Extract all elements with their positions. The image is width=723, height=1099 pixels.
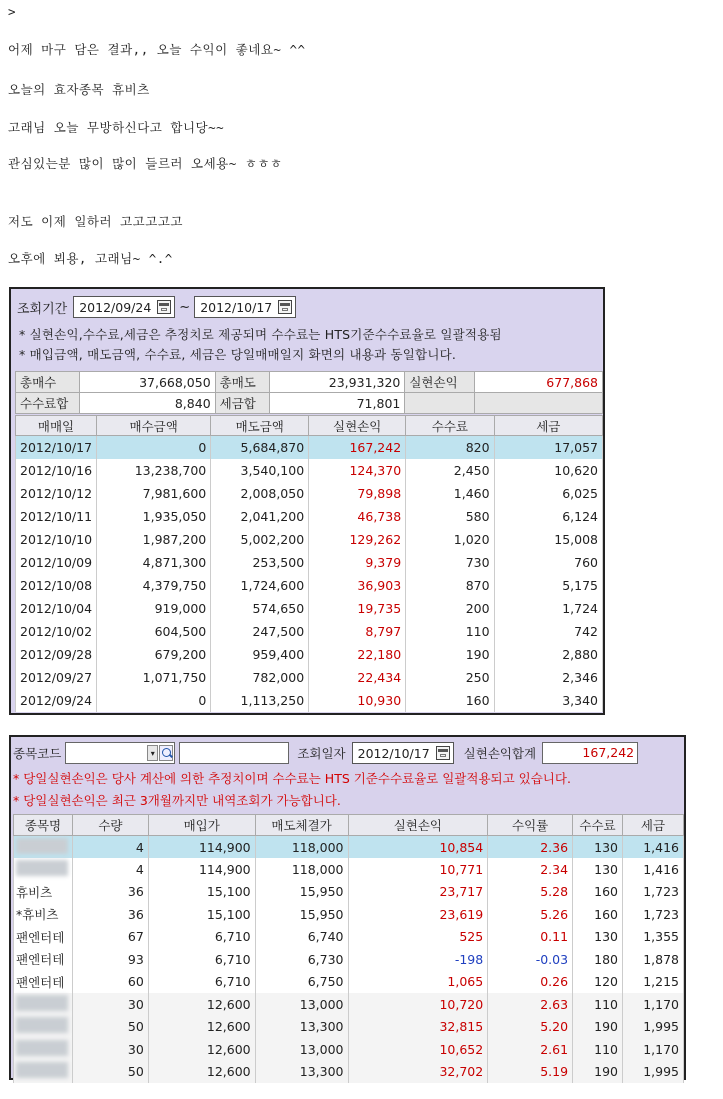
- table-cell: 13,300: [255, 1016, 348, 1039]
- table-cell: 1,065: [348, 971, 488, 994]
- redacted-stock-name: [16, 1017, 68, 1033]
- table-cell: 13,000: [255, 1038, 348, 1061]
- panel-note: * 매입금액, 매도금액, 수수료, 세금은 당일매매일지 화면의 내용과 동일합니다.: [19, 347, 457, 362]
- query-date-label: 조회일자: [297, 746, 346, 761]
- table-cell: 15,950: [255, 903, 348, 926]
- table-cell: 2012/10/10: [16, 528, 97, 551]
- panel-warning-note: * 당일실현손익은 당사 계산에 의한 추정치이며 수수료는 HTS 기준수수료율로 일괄적용되고 있습니다.: [13, 771, 571, 786]
- table-cell: 160: [573, 881, 623, 904]
- table-cell: 10,930: [309, 689, 406, 712]
- summary-empty: [405, 393, 475, 414]
- summary-label: 총매수: [16, 372, 80, 393]
- table-cell: 2,880: [494, 643, 602, 666]
- table-cell: 0: [97, 689, 211, 712]
- post-line: 고래님 오늘 무방하신다고 합니당~~: [8, 120, 225, 135]
- table-cell: 50: [73, 1016, 149, 1039]
- column-header[interactable]: 종목명: [14, 815, 73, 836]
- table-cell: 1,355: [623, 926, 684, 949]
- table-cell: 160: [406, 689, 494, 712]
- table-cell: 2012/10/11: [16, 505, 97, 528]
- redacted-stock-name: [16, 995, 68, 1011]
- total-pnl-label: 실현손익합계: [463, 746, 537, 761]
- summary-value: 8,840: [79, 393, 215, 414]
- date-to-value: 2012/10/17: [200, 299, 273, 315]
- stock-code-label: 종목코드: [13, 746, 62, 761]
- column-header[interactable]: 매입가: [148, 815, 255, 836]
- table-cell: 5,684,870: [211, 436, 309, 459]
- redacted-stock-name: [16, 860, 68, 876]
- table-cell: 2012/09/24: [16, 689, 97, 712]
- table-cell: 5.26: [488, 903, 573, 926]
- table-row[interactable]: [14, 993, 684, 1016]
- table-row[interactable]: [14, 836, 684, 859]
- column-header[interactable]: 수량: [73, 815, 149, 836]
- table-cell: 190: [406, 643, 494, 666]
- summary-value: 71,801: [269, 393, 405, 414]
- table-cell: 10,854: [348, 836, 488, 859]
- table-cell: [14, 1061, 73, 1084]
- table-cell: 7,981,600: [97, 482, 211, 505]
- table-cell: 6,710: [148, 948, 255, 971]
- table-cell: [14, 1038, 73, 1061]
- table-cell: 50: [73, 1061, 149, 1084]
- table-cell: 8,797: [309, 620, 406, 643]
- table-row[interactable]: [16, 551, 603, 574]
- table-cell: 13,238,700: [97, 459, 211, 482]
- column-header[interactable]: 수수료: [406, 416, 494, 436]
- table-cell: 247,500: [211, 620, 309, 643]
- table-cell: 3,540,100: [211, 459, 309, 482]
- table-cell: 0: [97, 436, 211, 459]
- table-cell: 782,000: [211, 666, 309, 689]
- table-row[interactable]: [14, 926, 684, 949]
- calendar-icon[interactable]: [157, 300, 171, 314]
- summary-label: 세금합: [215, 393, 269, 414]
- table-cell: 36,903: [309, 574, 406, 597]
- table-cell: 124,370: [309, 459, 406, 482]
- table-cell: 23,717: [348, 881, 488, 904]
- table-cell: [14, 836, 73, 859]
- table-cell: 팬엔터테: [14, 926, 73, 949]
- column-header[interactable]: 매도금액: [211, 416, 309, 436]
- column-header[interactable]: 매도체결가: [255, 815, 348, 836]
- table-row[interactable]: [14, 1061, 684, 1084]
- table-cell: 6,730: [255, 948, 348, 971]
- table-cell: 15,100: [148, 903, 255, 926]
- table-cell: 160: [573, 903, 623, 926]
- column-header[interactable]: 매수금액: [97, 416, 211, 436]
- daily-stock-pnl-panel: [9, 735, 686, 1080]
- summary-empty: [475, 393, 603, 414]
- table-cell: 4: [73, 858, 149, 881]
- table-cell: 2,008,050: [211, 482, 309, 505]
- table-cell: 1,987,200: [97, 528, 211, 551]
- table-row[interactable]: [14, 903, 684, 926]
- table-cell: 114,900: [148, 858, 255, 881]
- table-cell: 6,124: [494, 505, 602, 528]
- date-from-field[interactable]: [73, 296, 175, 318]
- table-cell: 79,898: [309, 482, 406, 505]
- table-cell: 9,379: [309, 551, 406, 574]
- table-cell: [14, 993, 73, 1016]
- table-cell: 46,738: [309, 505, 406, 528]
- table-cell: 130: [573, 836, 623, 859]
- table-cell: 2.61: [488, 1038, 573, 1061]
- redacted-stock-name: [16, 838, 68, 854]
- table-cell: 12,600: [148, 993, 255, 1016]
- table-row[interactable]: [14, 1016, 684, 1039]
- summary-value: 677,868: [475, 372, 603, 393]
- table-cell: [14, 858, 73, 881]
- table-cell: 959,400: [211, 643, 309, 666]
- table-cell: 120: [573, 971, 623, 994]
- table-row[interactable]: [16, 574, 603, 597]
- table-cell: 760: [494, 551, 602, 574]
- table-cell: 팬엔터테: [14, 971, 73, 994]
- table-cell: 1,113,250: [211, 689, 309, 712]
- table-cell: 110: [573, 1038, 623, 1061]
- table-cell: 870: [406, 574, 494, 597]
- table-cell: 110: [406, 620, 494, 643]
- table-cell: 2012/10/09: [16, 551, 97, 574]
- dropdown-arrow-icon[interactable]: ▾: [147, 745, 158, 761]
- table-cell: 15,950: [255, 881, 348, 904]
- column-header[interactable]: 세금: [623, 815, 684, 836]
- summary-value: 23,931,320: [269, 372, 405, 393]
- table-cell: 679,200: [97, 643, 211, 666]
- stock-code-combo[interactable]: [65, 742, 175, 764]
- table-header-row: [16, 416, 603, 436]
- table-cell: 12,600: [148, 1016, 255, 1039]
- table-cell: 2012/09/27: [16, 666, 97, 689]
- table-cell: 180: [573, 948, 623, 971]
- table-cell: 13,300: [255, 1061, 348, 1084]
- table-cell: 6,025: [494, 482, 602, 505]
- table-cell: 0.26: [488, 971, 573, 994]
- stock-name-field[interactable]: [179, 742, 289, 764]
- table-cell: 5,175: [494, 574, 602, 597]
- query-date-field[interactable]: [352, 742, 454, 764]
- post-line: 어제 마구 담은 결과,, 오늘 수익이 좋네요~ ^^: [8, 42, 306, 57]
- table-row[interactable]: [16, 620, 603, 643]
- table-cell: 114,900: [148, 836, 255, 859]
- table-cell: 2.63: [488, 993, 573, 1016]
- table-cell: 1,723: [623, 881, 684, 904]
- table-cell: 1,995: [623, 1061, 684, 1084]
- table-row[interactable]: [14, 971, 684, 994]
- table-cell: -0.03: [488, 948, 573, 971]
- table-cell: 5.28: [488, 881, 573, 904]
- panel-note: * 실현손익,수수료,세금은 추정치로 제공되며 수수료는 HTS기준수수료율로 일괄적용됨: [19, 327, 502, 342]
- table-cell: 4: [73, 836, 149, 859]
- table-row[interactable]: [16, 459, 603, 482]
- table-row[interactable]: [16, 597, 603, 620]
- table-cell: 5.19: [488, 1061, 573, 1084]
- table-cell: 525: [348, 926, 488, 949]
- tilde-separator: ~: [179, 299, 191, 315]
- table-cell: 17,057: [494, 436, 602, 459]
- table-row[interactable]: [14, 948, 684, 971]
- date-from-value: 2012/09/24: [79, 299, 152, 315]
- table-cell: 2012/10/12: [16, 482, 97, 505]
- summary-label: 총매도: [215, 372, 269, 393]
- table-cell: 190: [573, 1016, 623, 1039]
- table-cell: 742: [494, 620, 602, 643]
- table-cell: 67: [73, 926, 149, 949]
- table-row[interactable]: [16, 689, 603, 712]
- redacted-stock-name: [16, 1062, 68, 1078]
- table-cell: 2012/10/16: [16, 459, 97, 482]
- table-cell: 2012/10/02: [16, 620, 97, 643]
- table-row[interactable]: [16, 436, 603, 459]
- period-search-bar: [17, 295, 296, 319]
- table-cell: 200: [406, 597, 494, 620]
- stock-pnl-table: [13, 814, 684, 1083]
- table-cell: 1,170: [623, 1038, 684, 1061]
- table-cell: 130: [573, 926, 623, 949]
- table-cell: 1,723: [623, 903, 684, 926]
- table-cell: 2012/09/28: [16, 643, 97, 666]
- table-cell: 1,724,600: [211, 574, 309, 597]
- table-cell: 22,180: [309, 643, 406, 666]
- table-cell: 15,008: [494, 528, 602, 551]
- post-line: 오늘의 효자종목 휴비츠: [8, 82, 150, 97]
- calendar-icon[interactable]: [436, 746, 450, 760]
- table-cell: *휴비츠: [14, 903, 73, 926]
- table-header-row: [14, 815, 684, 836]
- table-cell: 6,710: [148, 971, 255, 994]
- search-icon[interactable]: [159, 745, 173, 761]
- table-cell: 604,500: [97, 620, 211, 643]
- column-header[interactable]: 실현손익: [309, 416, 406, 436]
- table-cell: 2012/10/04: [16, 597, 97, 620]
- table-cell: 580: [406, 505, 494, 528]
- table-cell: 574,650: [211, 597, 309, 620]
- table-cell: 129,262: [309, 528, 406, 551]
- table-cell: 93: [73, 948, 149, 971]
- table-cell: 730: [406, 551, 494, 574]
- column-header[interactable]: 세금: [494, 416, 602, 436]
- table-cell: 15,100: [148, 881, 255, 904]
- post-line: 관심있는분 많이 많이 들르러 오세용~ ㅎㅎㅎ: [8, 156, 283, 171]
- date-to-field[interactable]: [194, 296, 296, 318]
- table-cell: 10,652: [348, 1038, 488, 1061]
- table-cell: 5.20: [488, 1016, 573, 1039]
- redacted-stock-name: [16, 1040, 68, 1056]
- table-row[interactable]: [16, 528, 603, 551]
- table-cell: 118,000: [255, 836, 348, 859]
- table-cell: 2,346: [494, 666, 602, 689]
- table-row[interactable]: [16, 482, 603, 505]
- table-cell: 19,735: [309, 597, 406, 620]
- panel-warning-note: * 당일실현손익은 최근 3개월까지만 내역조회가 가능합니다.: [13, 793, 341, 808]
- table-cell: 1,020: [406, 528, 494, 551]
- period-label: 조회기간: [17, 301, 68, 317]
- table-cell: 167,242: [309, 436, 406, 459]
- table-cell: 10,771: [348, 858, 488, 881]
- table-row[interactable]: [14, 881, 684, 904]
- table-cell: 2,041,200: [211, 505, 309, 528]
- period-pnl-panel: [9, 287, 605, 715]
- post-line: 오후에 뵈용, 고래님~ ^.^: [8, 251, 173, 266]
- post-line: >: [8, 4, 17, 19]
- table-cell: 36: [73, 903, 149, 926]
- table-cell: 32,702: [348, 1061, 488, 1084]
- table-cell: 118,000: [255, 858, 348, 881]
- table-cell: 1,724: [494, 597, 602, 620]
- table-cell: 팬엔터테: [14, 948, 73, 971]
- table-cell: 22,434: [309, 666, 406, 689]
- table-cell: 12,600: [148, 1061, 255, 1084]
- table-cell: 820: [406, 436, 494, 459]
- summary-label: 실현손익: [405, 372, 475, 393]
- table-cell: 5,002,200: [211, 528, 309, 551]
- table-cell: 10,720: [348, 993, 488, 1016]
- table-cell: 10,620: [494, 459, 602, 482]
- table-cell: 12,600: [148, 1038, 255, 1061]
- table-cell: 2012/10/08: [16, 574, 97, 597]
- column-header[interactable]: 실현손익: [348, 815, 488, 836]
- table-cell: 32,815: [348, 1016, 488, 1039]
- column-header[interactable]: 수수료: [573, 815, 623, 836]
- query-date-value: 2012/10/17: [357, 745, 430, 761]
- post-line: 저도 이제 일하러 고고고고고: [8, 214, 183, 229]
- table-cell: [14, 1016, 73, 1039]
- summary-table: [15, 371, 603, 414]
- table-row[interactable]: [14, 858, 684, 881]
- table-cell: 130: [573, 858, 623, 881]
- table-cell: 휴비츠: [14, 881, 73, 904]
- table-row[interactable]: [16, 666, 603, 689]
- table-cell: 1,215: [623, 971, 684, 994]
- table-cell: 1,995: [623, 1016, 684, 1039]
- calendar-icon[interactable]: [278, 300, 292, 314]
- table-cell: 1,460: [406, 482, 494, 505]
- column-header[interactable]: 매매일: [16, 416, 97, 436]
- table-cell: 30: [73, 1038, 149, 1061]
- table-cell: 2.34: [488, 858, 573, 881]
- table-row[interactable]: [16, 505, 603, 528]
- total-pnl-value: 167,242: [542, 742, 638, 764]
- table-cell: 190: [573, 1061, 623, 1084]
- table-row[interactable]: [14, 1038, 684, 1061]
- table-cell: 36: [73, 881, 149, 904]
- table-cell: 2012/10/17: [16, 436, 97, 459]
- table-cell: 1,935,050: [97, 505, 211, 528]
- table-cell: 30: [73, 993, 149, 1016]
- table-cell: 253,500: [211, 551, 309, 574]
- daily-pnl-table: [15, 415, 603, 712]
- table-cell: 919,000: [97, 597, 211, 620]
- table-cell: 1,878: [623, 948, 684, 971]
- table-cell: 2.36: [488, 836, 573, 859]
- table-cell: 2,450: [406, 459, 494, 482]
- table-cell: 110: [573, 993, 623, 1016]
- table-cell: 3,340: [494, 689, 602, 712]
- table-cell: 60: [73, 971, 149, 994]
- table-cell: 1,416: [623, 858, 684, 881]
- table-cell: 1,071,750: [97, 666, 211, 689]
- table-cell: 6,740: [255, 926, 348, 949]
- table-cell: 13,000: [255, 993, 348, 1016]
- table-cell: 0.11: [488, 926, 573, 949]
- table-cell: 23,619: [348, 903, 488, 926]
- stock-search-bar: [13, 741, 638, 765]
- table-row[interactable]: [16, 643, 603, 666]
- table-cell: 6,750: [255, 971, 348, 994]
- table-cell: 4,871,300: [97, 551, 211, 574]
- table-cell: -198: [348, 948, 488, 971]
- table-cell: 1,416: [623, 836, 684, 859]
- summary-label: 수수료합: [16, 393, 80, 414]
- table-cell: 1,170: [623, 993, 684, 1016]
- table-cell: 250: [406, 666, 494, 689]
- summary-value: 37,668,050: [79, 372, 215, 393]
- table-cell: 6,710: [148, 926, 255, 949]
- column-header[interactable]: 수익률: [488, 815, 573, 836]
- table-cell: 4,379,750: [97, 574, 211, 597]
